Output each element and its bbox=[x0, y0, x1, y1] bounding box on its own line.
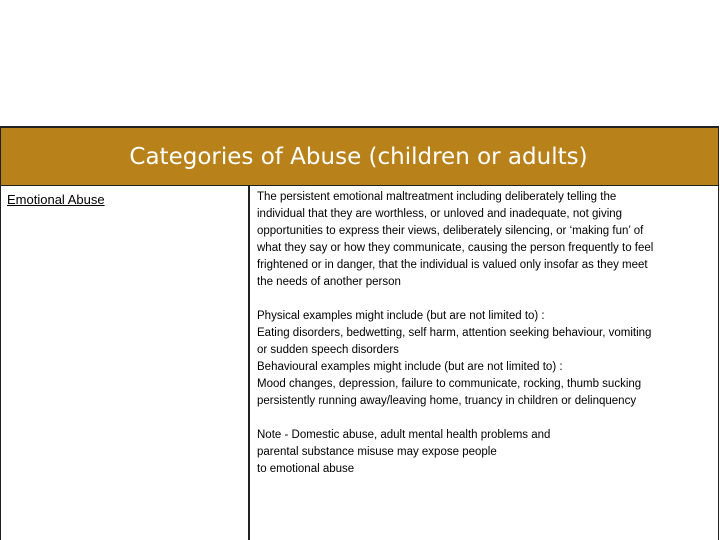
note-line: to emotional abuse bbox=[257, 463, 355, 475]
description-line: what they say or how they communicate, causing the person frequently to feel bbox=[257, 242, 654, 254]
description-cell bbox=[250, 186, 718, 540]
behavioural-example-line: Mood changes, depression, failure to communicate, rocking, thumb sucking bbox=[257, 378, 642, 390]
category-cell bbox=[1, 186, 250, 540]
category-name: Emotional Abuse bbox=[7, 192, 105, 207]
physical-example-line: Eating disorders, bedwetting, self harm, attention seeking behaviour, vomiting bbox=[257, 327, 652, 339]
description-line: The persistent emotional maltreatment including deliberately telling the bbox=[257, 191, 617, 203]
note-line: Note - Domestic abuse, adult mental health problems and bbox=[257, 429, 551, 441]
table-title: Categories of Abuse (children or adults) bbox=[129, 143, 588, 170]
description-line: opportunities to express their views, deliberately silencing, or ‘making fun’ of bbox=[257, 225, 644, 237]
table-row bbox=[1, 186, 718, 540]
behavioural-example-line: persistently running away/leaving home, truancy in children or delinquency bbox=[257, 395, 637, 407]
description-paragraph bbox=[257, 189, 712, 291]
physical-example-line: or sudden speech disorders bbox=[257, 344, 399, 356]
behavioural-examples-heading: Behavioural examples might include (but are not limited to) : bbox=[257, 361, 563, 373]
description-line: frightened or in danger, that the individual is valued only insofar as they meet bbox=[257, 259, 648, 271]
table-header bbox=[1, 128, 718, 186]
note-line: parental substance misuse may expose people bbox=[257, 446, 497, 458]
note-paragraph bbox=[257, 427, 712, 478]
description-line: individual that they are worthless, or unloved and inadequate, not giving bbox=[257, 208, 623, 220]
abuse-categories-table bbox=[0, 126, 719, 540]
physical-examples-heading: Physical examples might include (but are not limited to) : bbox=[257, 310, 545, 322]
examples-paragraph bbox=[257, 308, 712, 410]
description-line: the needs of another person bbox=[257, 276, 401, 288]
